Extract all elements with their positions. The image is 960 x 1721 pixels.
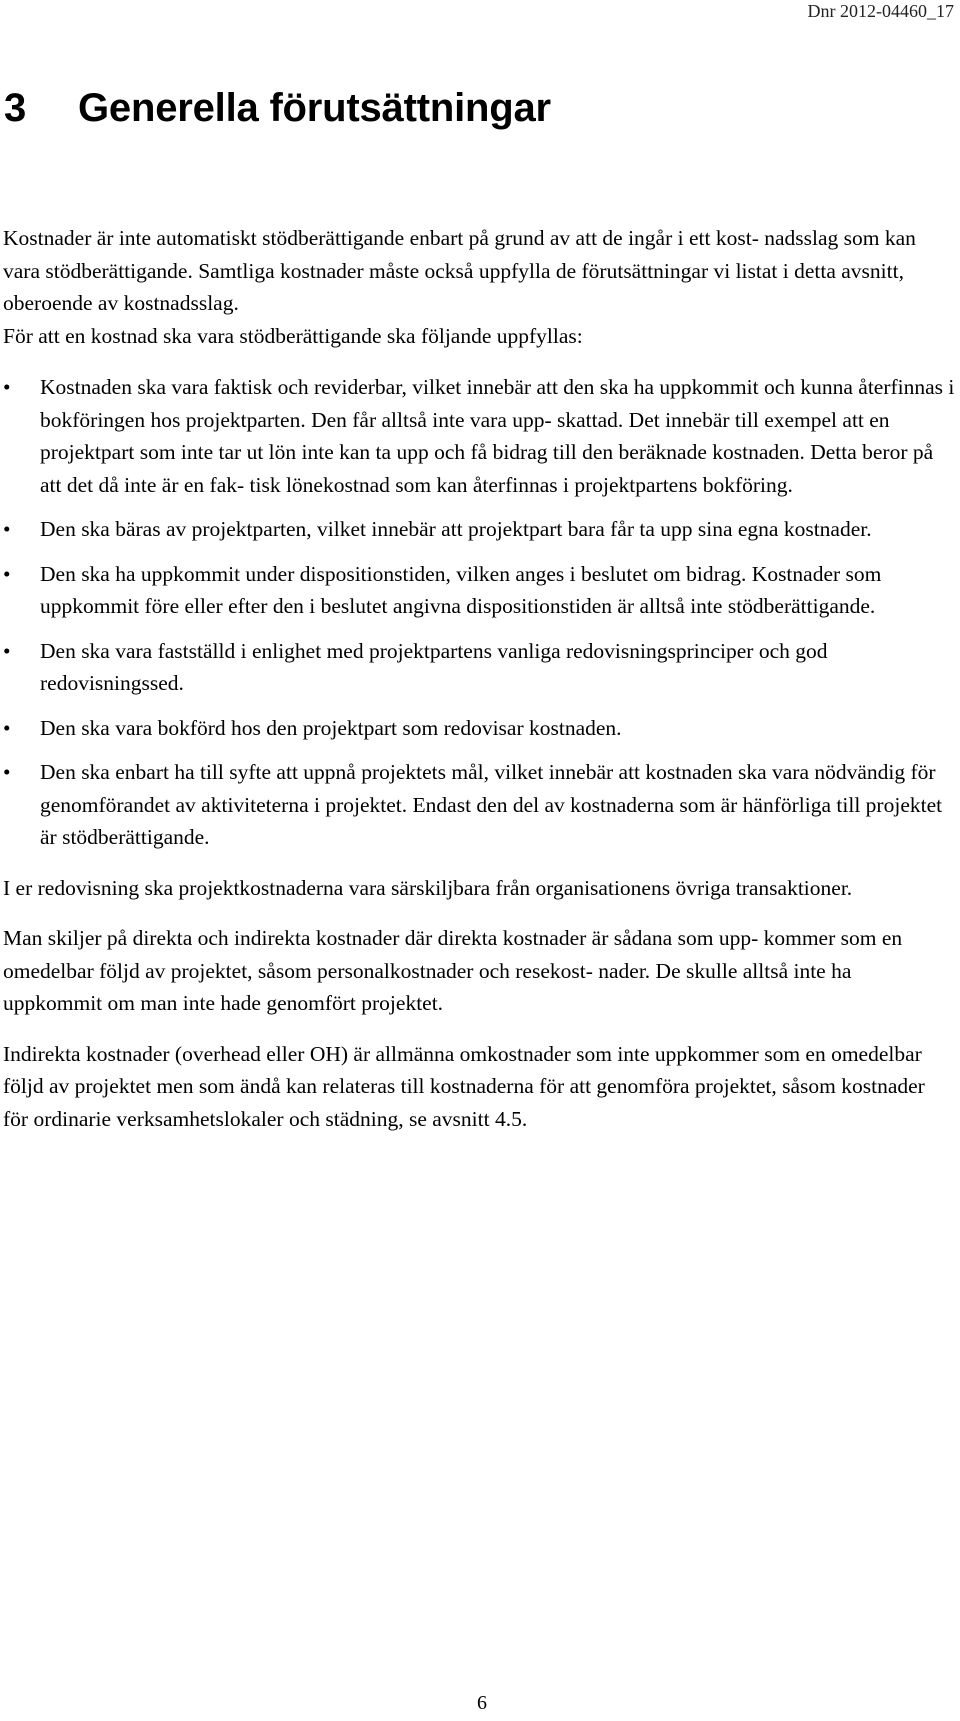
paragraph-indirect-costs: Indirekta kostnader (overhead eller OH) är allmänna omkostnader som inte uppkommer som en omedelbar följd av projektet men som ändå kan relateras till kostnaderna för att genomföra projektet, såsom kostnader för ordinarie verksamhetslokaler och städning, se avsnitt 4.5. xyxy=(3,1041,925,1131)
paragraph-direct-costs: Man skiljer på direkta och indirekta kostnader där direkta kostnader är sådana som upp- kommer som en omedelbar följd av projektet, såsom personalkostnader och resekost- nader. De skulle alltså inte ha uppkommit om man inte hade genomfört projektet. xyxy=(3,926,903,1015)
list-item xyxy=(3,756,955,854)
bullet-icon: • xyxy=(3,375,11,399)
list-item xyxy=(3,371,955,501)
list-item xyxy=(3,635,955,700)
bullet-icon: • xyxy=(3,561,11,586)
list-item-text: Den ska vara bokförd hos den projektpart som redovisar kostnaden. xyxy=(40,715,622,740)
bullet-icon: • xyxy=(3,638,11,663)
list-item-text: Kostnaden ska vara faktisk och reviderbar, vilket innebär att den ska ha uppkommit och kunna återfinnas i bokföringen hos projektparten. Den får alltså inte vara upp- skattad. Det innebär till exempel att en projektpart som inte tar ut lön inte kan ta upp och få bidrag till den beräknade kostnaden. Detta beror på att det då inte är en fak- tisk lönekostnad som kan återfinnas i projektpartens bokföring. xyxy=(40,375,955,497)
bullet-icon: • xyxy=(3,760,11,784)
paragraph-cost-types: Kostnader är inte automatiskt stödberättigande enbart på grund av att de ingår i ett kost- nadsslag som kan vara stödberättigande. Samtliga kostnader måste också uppfylla de förutsättningar vi listat i detta avsnitt, oberoende av kostnadsslag. xyxy=(3,226,916,315)
list-item xyxy=(3,558,955,623)
paragraph-separable-costs: I er redovisning ska projektkostnaderna vara särskiljbara från organisationens övriga transaktioner. xyxy=(3,875,853,900)
section-heading xyxy=(4,78,551,138)
section-number: 3 xyxy=(4,86,27,130)
list-item xyxy=(3,513,955,546)
bullet-icon: • xyxy=(3,715,11,740)
page-number: 6 xyxy=(477,1692,487,1714)
bullet-icon: • xyxy=(3,517,11,541)
list-item-text: Den ska bäras av projektparten, vilket innebär att projektpart bara får ta upp sina egna kostnader. xyxy=(40,517,872,541)
list-item xyxy=(3,712,955,745)
requirements-list xyxy=(3,371,955,854)
list-item-text: Den ska enbart ha till syfte att uppnå projektets mål, vilket innebär att kostnaden ska vara nödvändig för genomförandet av aktiviteterna i projektet. Endast den del av kostnaderna som är hänförliga till projektet är stödberättigande. xyxy=(40,760,943,849)
document-body xyxy=(3,222,955,1153)
list-item-text: Den ska vara fastställd i enlighet med projektpartens vanliga redovisningsprinciper och god redovisningssed. xyxy=(40,638,828,695)
list-item-text: Den ska ha uppkommit under dispositionstiden, vilken anges i beslutet om bidrag. Kostnader som uppkommit före eller efter den i beslutet angivna dispositionstiden är alltså inte stödberättigande. xyxy=(40,561,882,618)
section-title: Generella förutsättningar xyxy=(78,86,551,130)
document-reference: Dnr 2012-04460_17 xyxy=(807,1,954,21)
paragraph-requirements-intro: För att en kostnad ska vara stödberättigande ska följande uppfyllas: xyxy=(3,323,583,348)
